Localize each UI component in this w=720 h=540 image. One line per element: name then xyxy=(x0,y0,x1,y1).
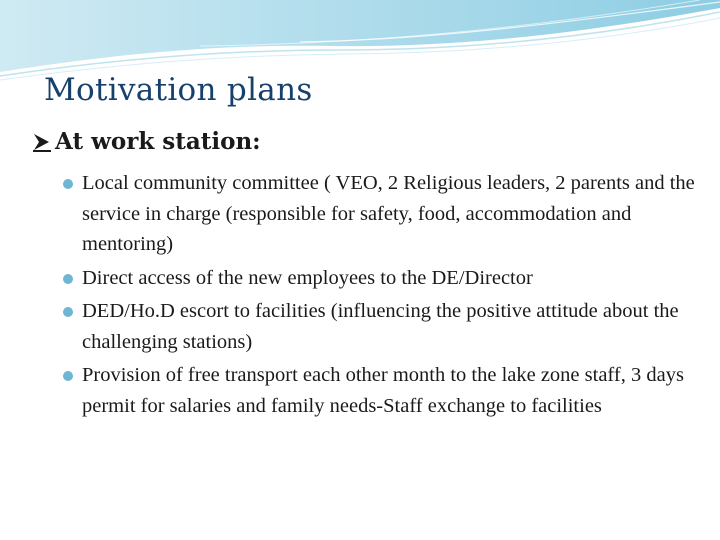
slide-title: Motivation plans xyxy=(44,72,313,108)
list-item-text: Direct access of the new employees to the DE/Director xyxy=(82,266,533,289)
list-item xyxy=(60,263,700,294)
section-heading-text: At work station: xyxy=(55,128,261,155)
list-item xyxy=(60,168,700,260)
bullet-list xyxy=(60,168,700,424)
section-heading xyxy=(32,128,261,155)
list-item xyxy=(60,360,700,421)
list-item-text: DED/Ho.D escort to facilities (influencing the positive attitude about the challenging stations) xyxy=(82,300,679,353)
list-item-text: Local community committee ( VEO, 2 Religious leaders, 2 parents and the service in charge (responsible for safety, food, accommodation and mentoring) xyxy=(82,172,695,255)
list-item-text: Provision of free transport each other month to the lake zone staff, 3 days permit for salaries and family needs-Staff exchange to facilities xyxy=(82,364,684,417)
list-item xyxy=(60,296,700,357)
dot-icon xyxy=(63,371,73,381)
dot-icon xyxy=(63,274,73,284)
dot-icon xyxy=(63,307,73,317)
arrow-check-icon xyxy=(32,131,52,153)
dot-icon xyxy=(63,179,73,189)
